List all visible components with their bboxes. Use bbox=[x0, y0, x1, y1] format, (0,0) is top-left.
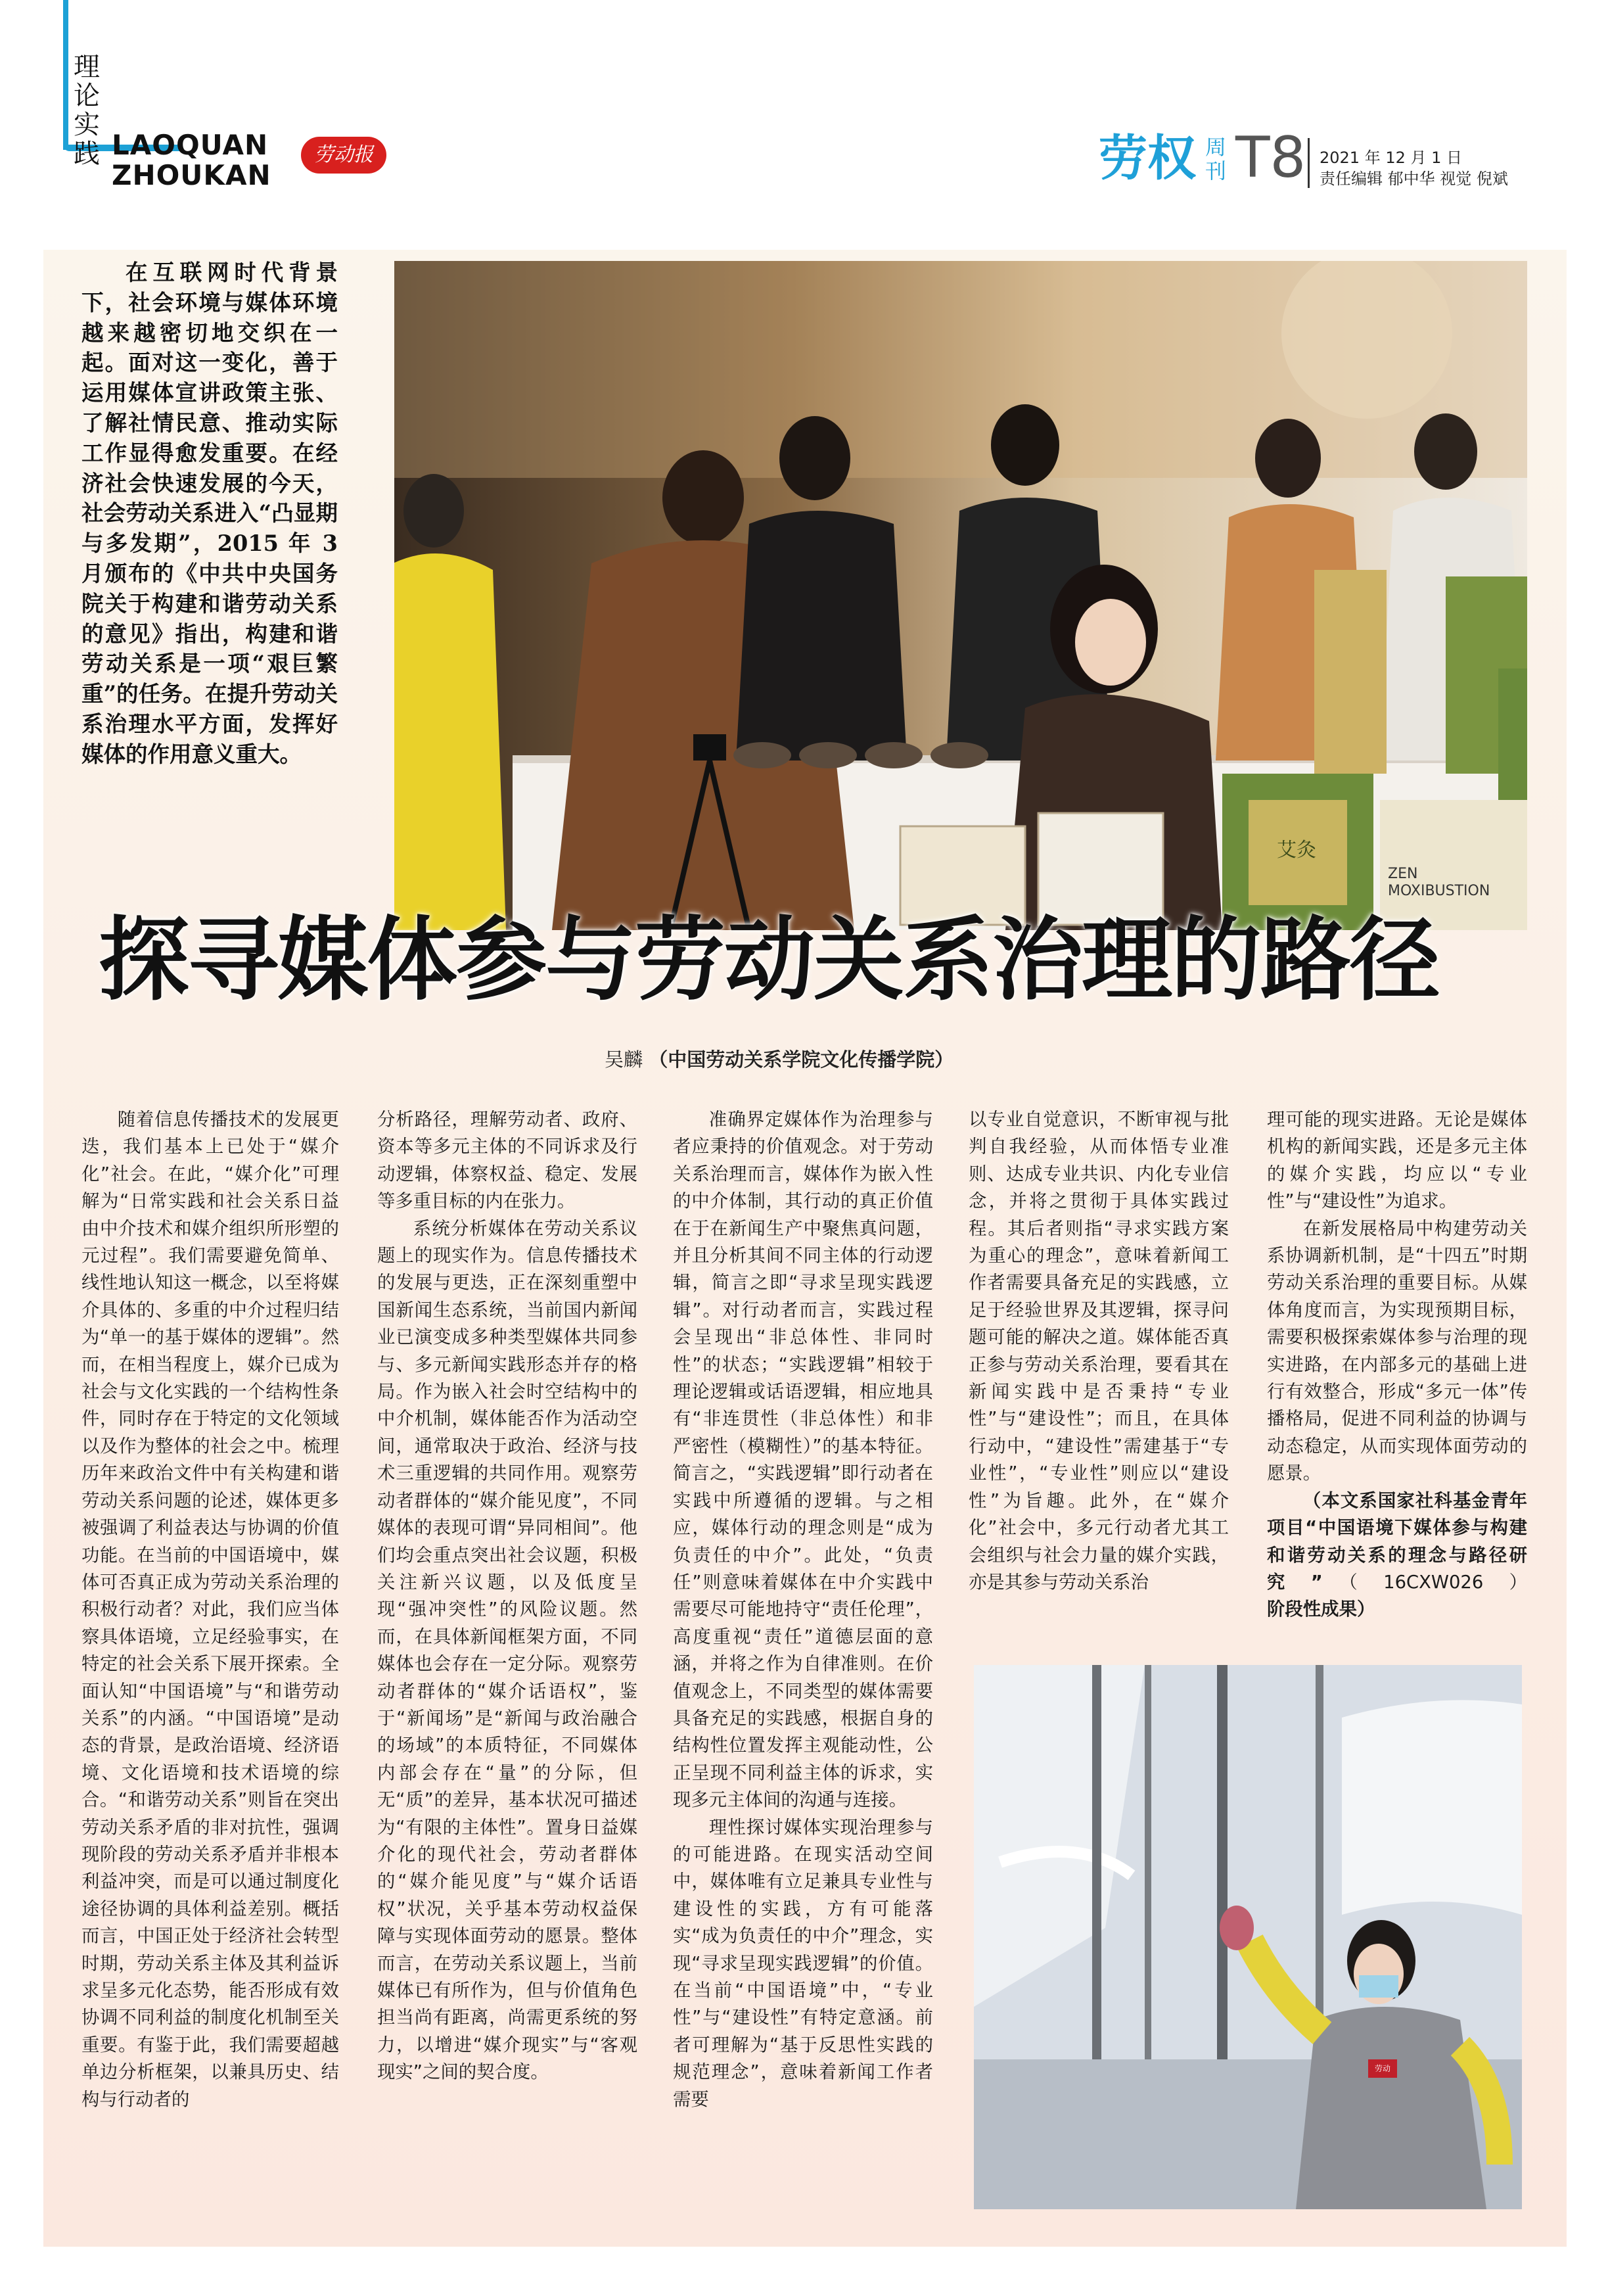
funding-note bbox=[1267, 1488, 1527, 1624]
laodongbao-logo: 劳动报 bbox=[301, 137, 386, 174]
paragraph: 随着信息传播技术的发展更迭，我们基本上已处于“媒介化”社会。在此，“媒介化”可理解为“日常实践和社会关系日益由中介技术和媒介组织所形塑的元过程”。我们需要避免简单、线性地认知这一概念，以至将媒介具体的、多重的中介过程归结为“单一的基于媒体的逻辑”。然而，在相当程度上，媒介已成为社会与文化实践的一个结构性条件，同时存在于特定的文化领域以及作为整体的社会之中。梳理历年来政治文件中有关构建和谐劳动关系问题的论述，媒体更多被强调了利益表达与协调的价值功能。在当前的中国语境中，媒体可否真正成为劳动关系治理的积极行动者？对此，我们应当体察具体语境，立足经验事实，在特定的社会关系下展开探索。全面认知“中国语境”与“和谐劳动关系”的内涵。“中国语境”是动态的背景，是政治语境、经济语境、文化语境和技术语境的综合。“和谐劳动关系”则旨在突出劳动关系矛盾的非对抗性，强调现阶段的劳动关系矛盾并非根本利益冲突，而是可以通过制度化途径协调的具体利益差别。概括而言，中国正处于经济社会转型时期，劳动关系主体及其利益诉求呈多元化态势，能否形成有效协调不同利益的制度化机制至关重要。有鉴于此，我们需要超越单边分析框架，以兼具历史、结构与行动者的 bbox=[81, 1110, 339, 2110]
photo-cleaning-worker bbox=[974, 1665, 1522, 2209]
intro-paragraph: 在互联网时代背景下，社会环境与媒体环境越来越密切地交织在一起。面对这一变化，善于运用媒体宣讲政策主张、了解社情民意、推动实际工作显得愈发重要。在经济社会快速发展的今天，社会劳动关系进入“凸显期与多发期”，2015 年 3 月颁布的《中共中央国务院关于构建和谐劳动关系的意见》指出，构建和谐劳动关系是一项“艰巨繁重”的任务。在提升劳动关系治理水平方面，发挥好媒体的作用意义重大。 bbox=[81, 260, 338, 767]
text-column-5 bbox=[1267, 1106, 1527, 1624]
funding-note-end: 阶段性成果） bbox=[1267, 1599, 1375, 1620]
paragraph: 准确界定媒体作为治理参与者应秉持的价值观念。对于劳动关系治理而言，媒体作为嵌入性的中介体制，其行动的真正价值在于在新闻生产中聚焦真问题，并且分析其间不同主体的行动逻辑，简言之即“寻求呈现实践逻辑”。对行动者而言，实践过程会呈现出“非总体性、非同时性”的状态；“实践逻辑”相较于理论逻辑或话语逻辑，相应地具有“非连贯性（非总体性）和非严密性（模糊性）”的基本特征。简言之，“实践逻辑”即行动者在实践中所遵循的逻辑。与之相应，媒体行动的理念则是“成为负责任的中介”。此处，“负责任”则意味着媒体在中介实践中需要尽可能地持守“责任伦理”，高度重视“责任”道德层面的意涵，并将之作为自律准则。在价值观念上，不同类型的媒体需要具备充足的实践感，根据自身的结构性位置发挥主观能动性，公正呈现不同利益主体的诉求，实现多元主体间的沟通与连接。 bbox=[673, 1110, 933, 1811]
issue-info bbox=[1320, 147, 1508, 189]
worker-badge: 劳动 bbox=[1374, 2064, 1390, 2073]
byline bbox=[605, 1046, 1130, 1073]
issue-editors: 责任编辑 郁中华 视觉 倪斌 bbox=[1320, 170, 1508, 188]
photo-exhibition-booth bbox=[394, 261, 1527, 930]
masthead-zhoukan: 周刊 bbox=[1205, 135, 1227, 183]
article-title: 探寻媒体参与劳动关系治理的路径 bbox=[99, 906, 1440, 1013]
paragraph: 系统分析媒体在劳动关系议题上的现实作为。信息传播技术的发展与更迭，正在深刻重塑中国新闻生态系统，当前国内新闻业已演变成多种类型媒体共同参与、多元新闻实践形态并存的格局。作为嵌入社会时空结构中的中介机制，媒体能否作为活动空间，通常取决于政治、经济与技术三重逻辑的共同作用。观察劳动者群体的“媒介能见度”，不同媒体的表现可谓“异同相间”。他们均会重点突出社会议题，积极关注新兴议题，以及低度呈现“强冲突性”的风险议题。然而，在具体新闻框架方面，不同媒体也会存在一定分际。观察劳动者群体的“媒介话语权”，鉴于“新闻场”是“新闻与政治融合的场域”的本质特征，不同媒体内部会存在“量”的分际，但无“质”的差异，基本状况可描述为“有限的主体性”。置身日益媒介化的现代社会，劳动者群体的“媒介能见度”与“媒介话语权”状况，关乎基本劳动权益保障与实现体面劳动的愿景。整体而言，在劳动关系议题上，当前媒体已有所作为，但与价值角色担当尚有距离，尚需更系统的努力，以增进“媒介现实”与“客观现实”之间的契合度。 bbox=[377, 1218, 637, 2083]
author-affiliation: （中国劳动关系学院文化传播学院） bbox=[649, 1048, 954, 1071]
laoquan-zhoukan-logo bbox=[112, 130, 271, 191]
funding-code: （16CXW026） bbox=[1322, 1572, 1527, 1593]
paragraph: 理性探讨媒体实现治理参与的可能进路。在现实活动空间中，媒体唯有立足兼具专业性与建设性的实践，方有可能落实“成为负责任的中介”理念，实现“寻求呈现实践逻辑”的价值。在当前“中国语境”中，“专业性”与“建设性”有特定意涵。前者可理解为“基于反思性实践的规范理念”，意味着新闻工作者需要 bbox=[673, 1817, 933, 2110]
laoquan-text: LAOQUAN bbox=[112, 129, 269, 161]
zhoukan-text: ZHOUKAN bbox=[112, 159, 271, 191]
header-accent-bar bbox=[63, 0, 68, 150]
paragraph: 分析路径，理解劳动者、政府、资本等多元主体的不同诉求及行动逻辑，体察权益、稳定、发展等多重目标的内在张力。 bbox=[377, 1110, 637, 1212]
text-column-1 bbox=[81, 1106, 339, 2113]
photo-cleaning-illustration bbox=[974, 1665, 1522, 2209]
photo1-box-brand: ZEN MOXIBUSTION bbox=[1388, 866, 1490, 899]
text-column-3 bbox=[673, 1106, 933, 2113]
photo1-box-cn: 艾灸 bbox=[1277, 839, 1316, 862]
issue-date: 2021 年 12 月 1 日 bbox=[1320, 149, 1463, 167]
paragraph: 以专业自觉意识，不断审视与批判自我经验，从而体悟专业准则、达成专业共识、内化专业信念，并将之贯彻于具体实践过程。其后者则指“寻求实践方案为重心的理念”，意味着新闻工作者需要具备充足的实践感，立足于经验世界及其逻辑，探寻问题可能的解决之道。媒体能否真正参与劳动关系治理，要看其在新闻实践中是否秉持“专业性”与“建设性”；而且，在具体行动中，“建设性”需建基于“专业性”，“专业性”则应以“建设性”为旨趣。此外，在“媒介化”社会中，多元行动者尤其工会组织与社会力量的媒介实践，亦是其参与劳动关系治 bbox=[969, 1110, 1229, 1593]
text-column-4 bbox=[969, 1106, 1229, 1596]
photo-exhibition-illustration bbox=[394, 261, 1527, 930]
paragraph: 在新发展格局中构建劳动关系协调新机制，是“十四五”时期劳动关系治理的重要目标。从媒体角度而言，为实现预期目标，需要积极探索媒体参与治理的现实进路，在内部多元的基础上进行有效整合，形成“多元一体”传播格局，促进不同利益的协调与动态稳定，从而实现体面劳动的愿景。 bbox=[1267, 1218, 1527, 1484]
header-divider bbox=[1308, 138, 1310, 188]
column-label: 理论实践 bbox=[74, 52, 100, 169]
text-column-2 bbox=[377, 1106, 637, 2086]
masthead-title: 劳权 bbox=[1099, 130, 1196, 187]
funding-note-text: （本文系国家社科基金青年项目“中国语境下媒体参与构建和谐劳动关系的理念与路径研究” bbox=[1267, 1490, 1527, 1593]
paragraph: 理可能的现实进路。无论是媒体机构的新闻实践，还是多元主体的媒介实践，均应以“专业性”与“建设性”为追求。 bbox=[1267, 1110, 1527, 1212]
page-number: T8 bbox=[1235, 125, 1306, 191]
author-name: 吴麟 bbox=[605, 1048, 643, 1071]
